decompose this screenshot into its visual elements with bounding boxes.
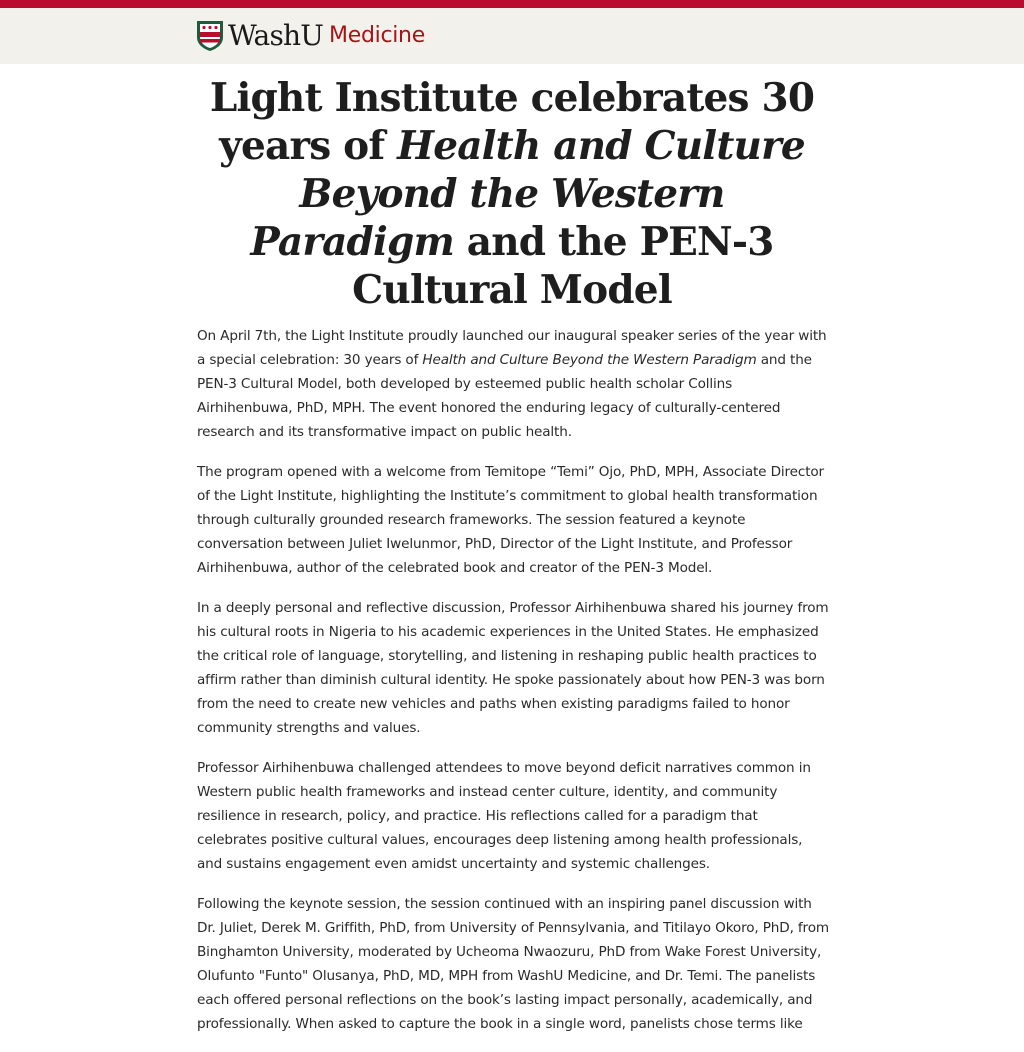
paragraph-text: and the PEN-3 Cultural Model, both developed by esteemed public health scholar Collins Airhihenbuwa, PhD, MPH. The event honored the enduring legacy of culturally-centered research and its transformative impact on public health. [197, 352, 812, 440]
book-title-inline: Health and Culture Beyond the Western Paradigm [422, 352, 757, 368]
title-text-end: and the PEN-3 Cultural Model [352, 219, 774, 313]
paragraph-text: On April 7th, the Light Institute proudly launched our inaugural speaker series of the year with a special celebration: 30 years of [197, 328, 827, 368]
article-paragraph: In a deeply personal and reflective discussion, Professor Airhihenbuwa shared his journey from his cultural roots in Nigeria to his academic experiences in the United States. He emphasized the critical role of language, storytelling, and listening in reshaping public health practices to affirm rather than diminish cultural identity. He spoke passionately about how PEN-3 was born from the need to create new vehicles and paths when existing paradigms failed to honor community strengths and values. [197, 600, 829, 736]
title-book-name: Health and Culture Beyond the Western Paradigm [250, 123, 805, 265]
logo-wordmark-medicine: Medicine [329, 23, 425, 48]
logo-wordmark-washu: WashU [228, 19, 324, 52]
article-title [196, 74, 828, 314]
article-paragraph: Professor Airhihenbuwa challenged attendees to move beyond deficit narratives common in Western public health frameworks and instead center culture, identity, and community resilience in research, policy, and practice. His reflections called for a paradigm that celebrates positive cultural values, encourages deep listening among health professionals, and sustains engagement even amidst uncertainty and systemic challenges. [197, 760, 811, 872]
site-header [0, 8, 1024, 64]
article-paragraph [197, 324, 829, 444]
top-accent-bar [0, 0, 1024, 8]
washu-medicine-logo[interactable] [196, 20, 425, 52]
article-paragraph: Following the keynote session, the session continued with an inspiring panel discussion with Dr. Juliet, Derek M. Griffith, PhD, from University of Pennsylvania, and Titilayo Okoro, PhD, from Binghamton University, moderated by Ucheoma Nwaozuru, PhD from Wake Forest University, Olufunto "Funto" Olusanya, PhD, MD, MPH from WashU Medicine, and Dr. Temi. The panelists each offered personal reflections on the book’s lasting impact personally, academically, and professionally. When asked to capture the book in a single word, panelists chose terms like [197, 896, 829, 1032]
title-text-start: Light Institute celebrates 30 years of [209, 75, 815, 169]
article-body [197, 324, 829, 1052]
article-paragraph: The program opened with a welcome from Temitope “Temi” Ojo, PhD, MPH, Associate Director of the Light Institute, highlighting the Institute’s commitment to global health transformation through culturally grounded research frameworks. The session featured a keynote conversation between Juliet Iwelunmor, PhD, Director of the Light Institute, and Professor Airhihenbuwa, author of the celebrated book and creator of the PEN-3 Model. [197, 464, 824, 576]
shield-icon [196, 20, 224, 52]
